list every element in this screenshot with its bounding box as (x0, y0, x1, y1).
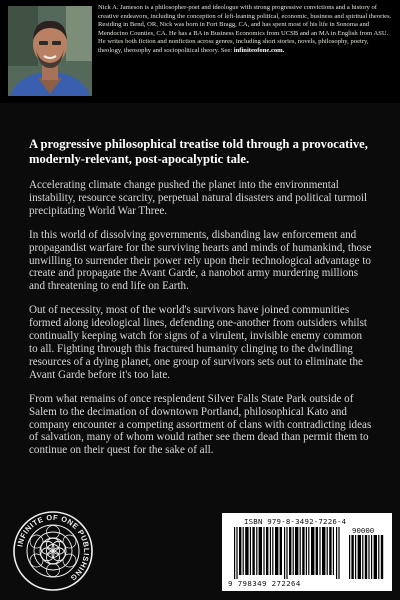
svg-text:INFINITE OF ONE PUBLISHING: INFINITE OF ONE PUBLISHING (15, 512, 92, 583)
description-paragraph-2: In this world of dissolving governments, disbanding law enforcement and propagandist warfare for the surviving hearts and minds of humankind, those unwilling to surrender their power rely upon their technological advantage to create and propagate the Avant Garde, a nanobot army murdering millions and threatening to end life on Earth. (29, 228, 372, 293)
book-description (29, 137, 373, 468)
author-bio-text: Nick A. Jameson is a philosopher-poet and ideologue with strong progressive convictions and a history of creative endeavors, including the conception of left-leaning political, economic, business and spiritual theories. Residing in Bend, OR, Nick was born in Fort Bragg, CA, and has spent most of his life in Sonoma and Mendocino Counties, CA. He has a BA in Business Economics from UCSB and an MA in English from ASU. He writes both fiction and nonfiction across genres, including short stories, novels, philosophy, poetry, theology, theosophy and sociopolitical theory. See: (98, 4, 392, 54)
ean-number: 9 798349 272264 (228, 579, 301, 588)
description-paragraph-4: From what remains of once resplendent Silver Falls State Park outside of Salem to the decimation of downtown Portland, philosophical Kato and company encounter a competing assortment of clans with contradicting ideas of salvation, many of whom would rather see them dead than permit them to continue on their quest for the sake of all. (29, 392, 372, 457)
ean-bars (230, 527, 346, 579)
isbn-number: ISBN 979-8-3492-7226-4 (244, 517, 347, 526)
description-paragraph-1: Accelerating climate change pushed the planet into the environmental instability, resource scarcity, perpetual natural disasters and political turmoil precipitating World War Three. (29, 179, 368, 217)
isbn-barcode (222, 513, 392, 591)
tagline: A progressive philosophical treatise told through a provocative, modernly-relevant, post-apocalyptic tale. (29, 137, 368, 166)
author-section (0, 0, 400, 103)
author-bio (98, 4, 392, 55)
description-paragraph-3: Out of necessity, most of the world's survivors have joined communities formed along ideological lines, defending one-another from outsiders whilst continually keeping watch for signs of a virulent, invisible enemy common to all. Fighting through this fractured humanity clinging to the dwindling resources of a dying planet, one group of survivors sets out to eliminate the Avant Garde before it's too late. (29, 304, 367, 381)
publisher-logo (12, 510, 94, 592)
author-website: infiniteofone.com. (233, 46, 285, 54)
price-code: 90000 (352, 526, 375, 535)
author-photo (8, 6, 92, 96)
addon-bars (348, 535, 386, 579)
